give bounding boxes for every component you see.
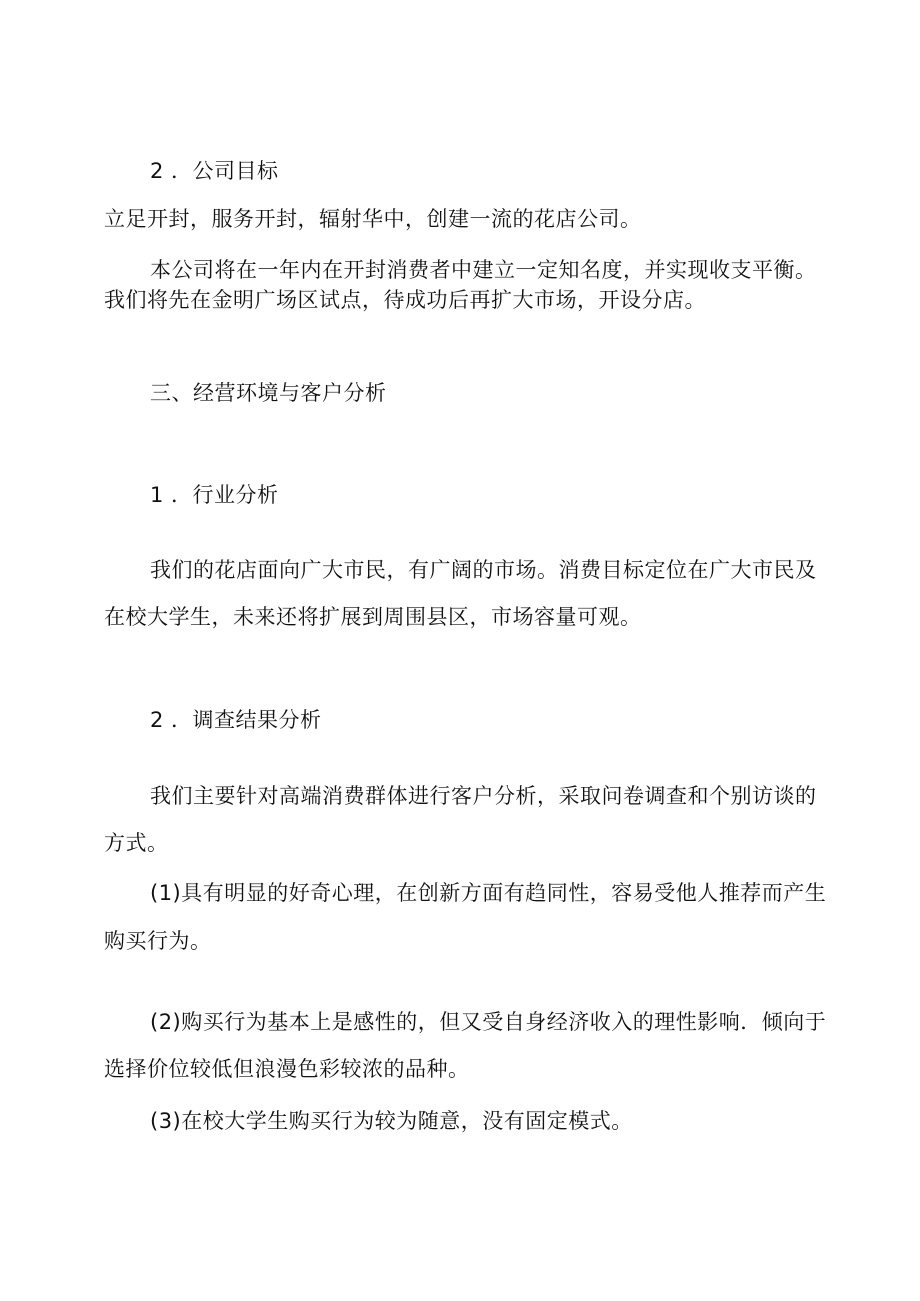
chapter-heading-environment: 三、经营环境与客户分析	[150, 381, 387, 405]
paragraph-industry-line-1: 我们的花店面向广大市民，有广阔的市场。消费目标定位在广大市民及	[150, 558, 817, 582]
paragraph-industry-line-2: 在校大学生，未来还将扩展到周围县区，市场容量可观。	[104, 605, 642, 629]
list-item-1-line-1: (1)具有明显的好奇心理，在创新方面有趋同性，容易受他人推荐而产生	[150, 881, 827, 905]
paragraph-survey-line-2: 方式。	[104, 831, 169, 855]
section-heading-company-goal: 2 ．公司目标	[150, 159, 279, 183]
list-item-1-line-2: 购买行为。	[104, 929, 212, 953]
list-item-2-line-2: 选择价位较低但浪漫色彩较浓的品种。	[104, 1057, 470, 1081]
list-item-2-line-1: (2)购买行为基本上是感性的，但又受自身经济收入的理性影响．倾向于	[150, 1010, 827, 1034]
list-item-3-line-1: (3)在校大学生购买行为较为随意，没有固定模式。	[150, 1109, 633, 1133]
paragraph-plan-line-2: 我们将先在金明广场区试点，待成功后再扩大市场，开设分店。	[104, 288, 706, 312]
subsection-heading-industry: 1 ．行业分析	[150, 483, 279, 507]
paragraph-survey-line-1: 我们主要针对高端消费群体进行客户分析，采取问卷调查和个别访谈的	[150, 784, 817, 808]
subsection-heading-survey: 2 ．调查结果分析	[150, 708, 322, 732]
paragraph-goal: 立足开封，服务开封，辐射华中，创建一流的花店公司。	[104, 207, 642, 231]
paragraph-plan-line-1: 本公司将在一年内在开封消费者中建立一定知名度，并实现收支平衡。	[150, 258, 817, 282]
